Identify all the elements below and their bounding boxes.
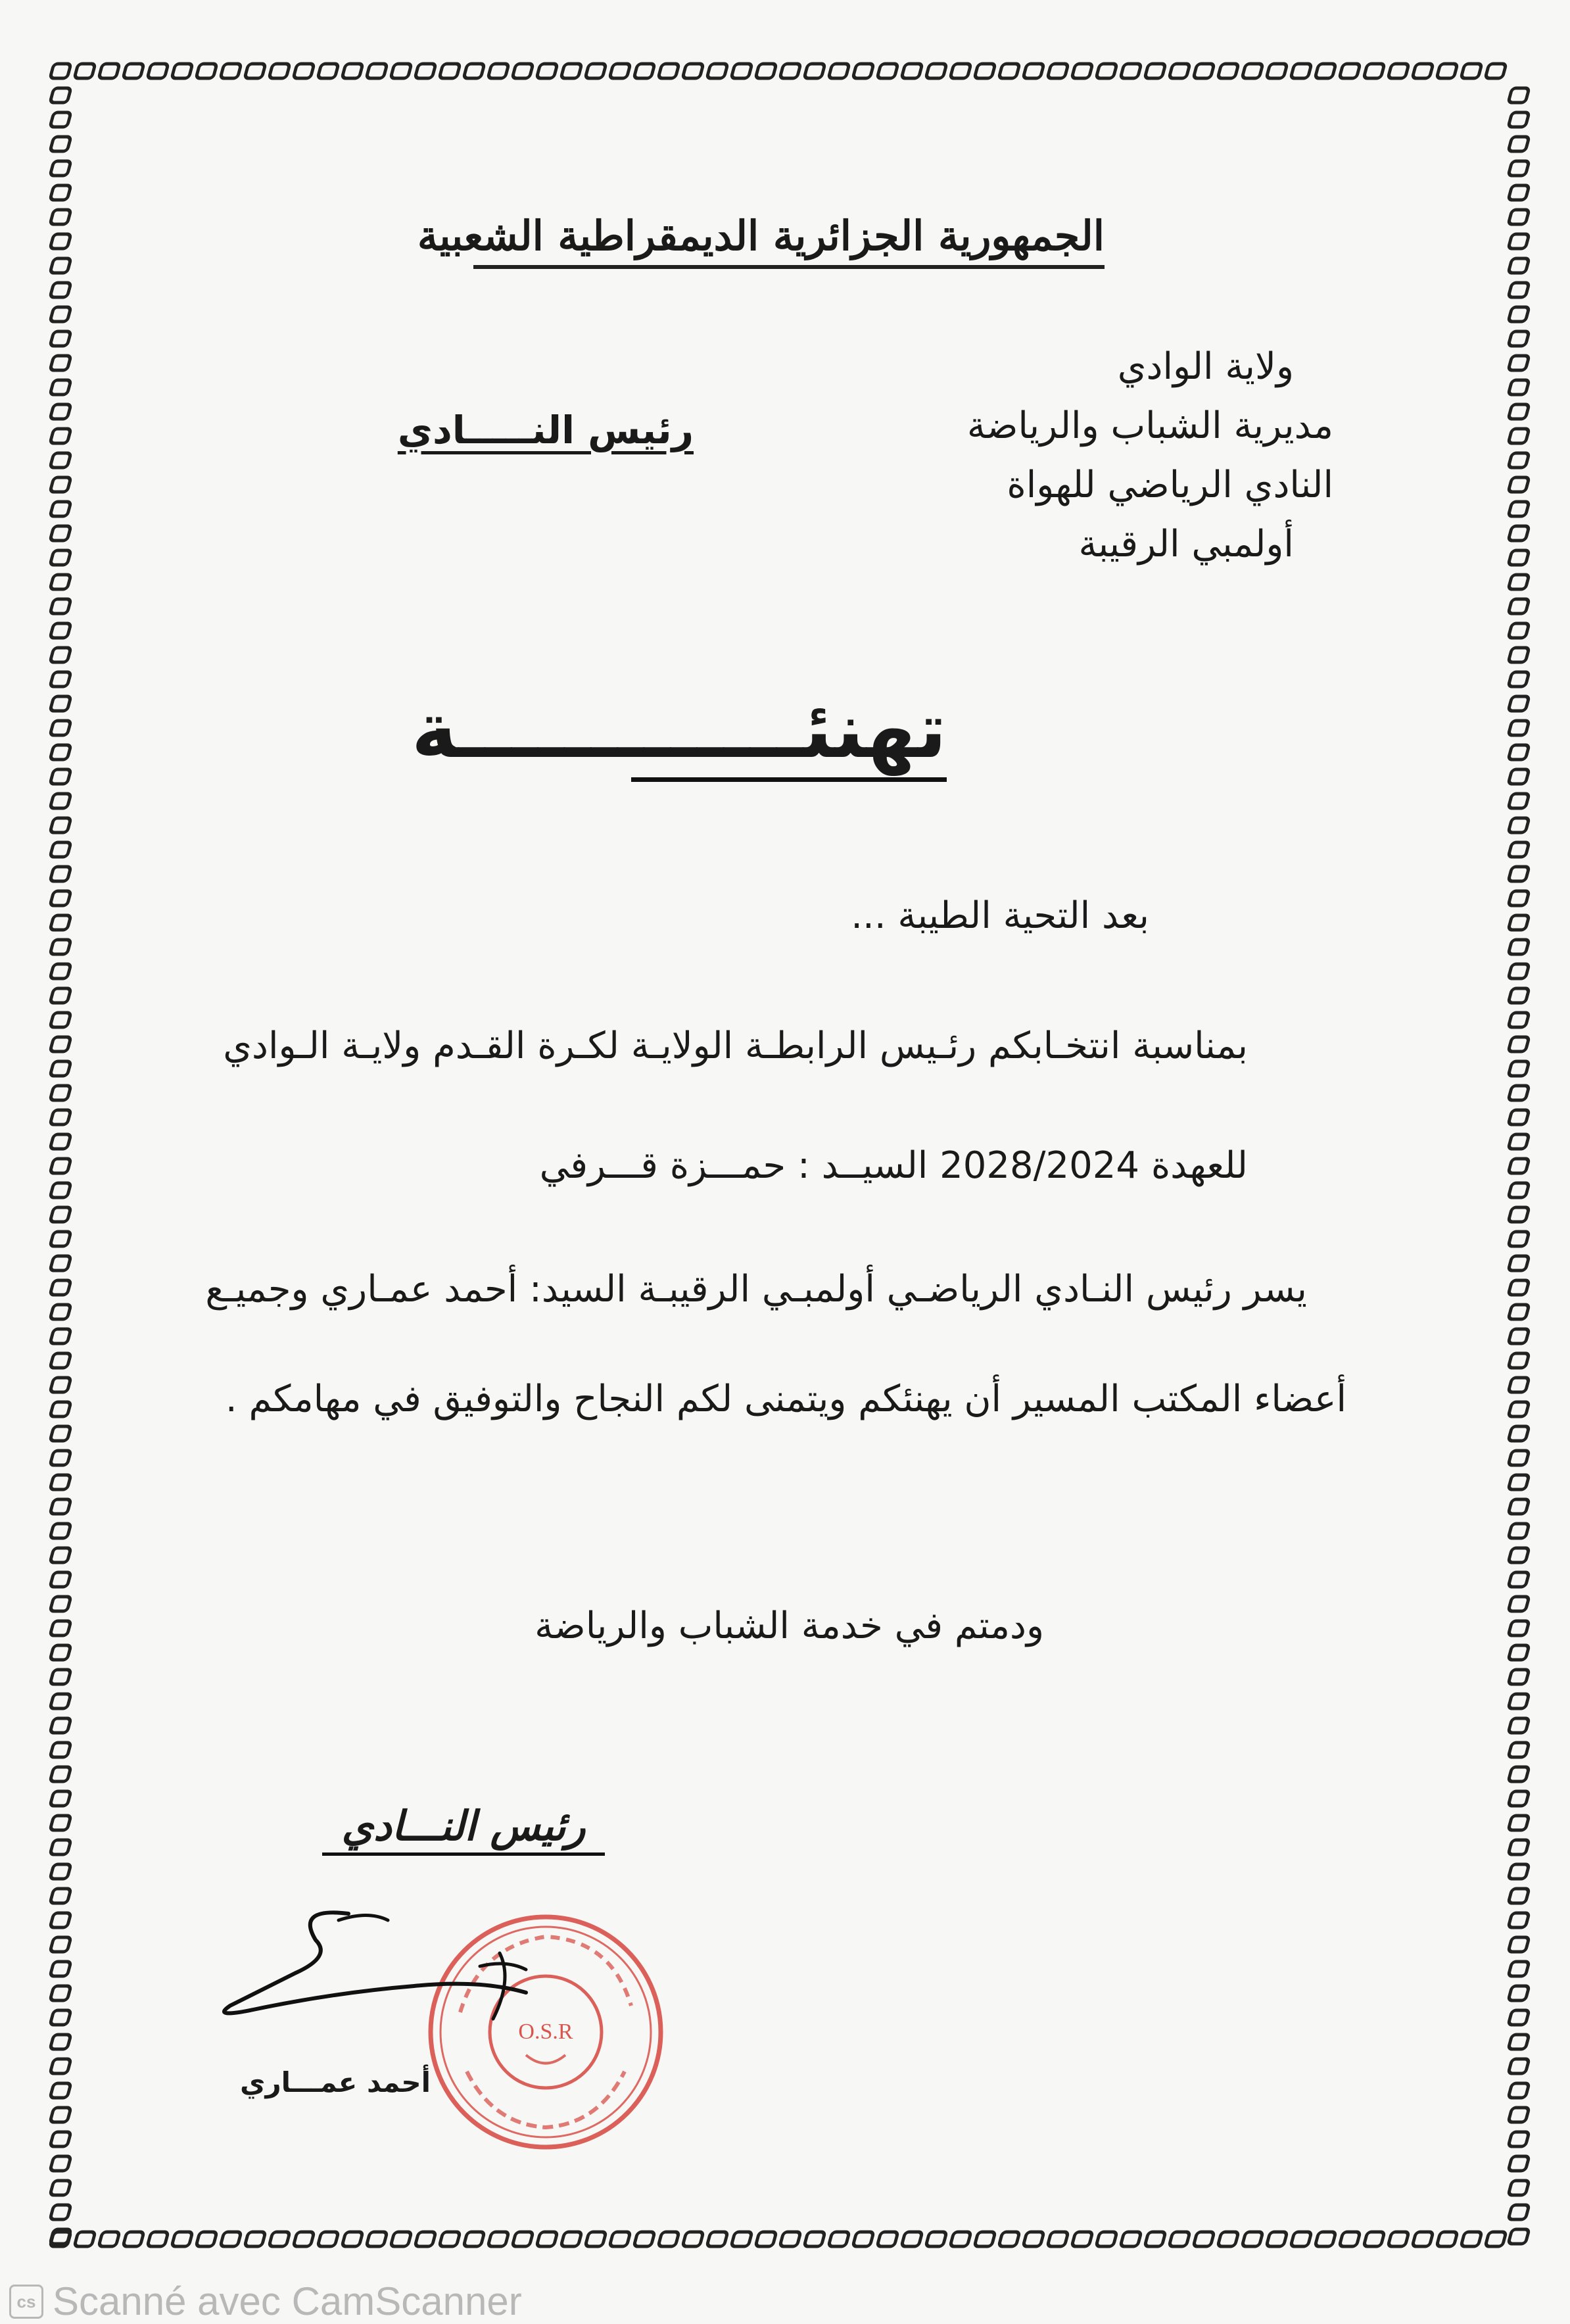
body-line: يسر رئيس النـادي الرياضـي أولمبـي الرقيبـة السيد: أحمد عمـاري وجميـع — [205, 1268, 1307, 1311]
signatory-name: أحمد عمـــاري — [239, 2066, 431, 2098]
camscanner-logo-icon: cs — [9, 2285, 43, 2319]
header-wilaya: ولاية الوادي — [1117, 345, 1294, 388]
header-directorate: مديرية الشباب والرياضة — [966, 404, 1333, 447]
stamp-center-text: O.S.R — [518, 2020, 573, 2044]
republic-heading: الجمهورية الجزائرية الديمقراطية الشعبية — [473, 212, 1105, 269]
body-line: أعضاء المكتب المسير أن يهنئكم ويتمنى لكم النجاح والتوفيق في مهامكم . — [225, 1378, 1346, 1420]
header-club-type: النادي الرياضي للهواة — [1007, 464, 1333, 506]
letter-title: تهنئـــــــــــــة — [631, 684, 947, 782]
body-line: للعهدة 2028/2024 السيــد : حمـــزة قـــرفي — [539, 1144, 1248, 1187]
closing-line: ودمتم في خدمة الشباب والرياضة — [535, 1605, 1044, 1647]
header-club-name: أولمبي الرقيبة — [1078, 523, 1294, 566]
camscanner-watermark — [9, 2279, 522, 2324]
watermark-text: Scanné avec CamScanner — [53, 2279, 522, 2323]
greeting: بعد التحية الطيبة ... — [851, 894, 1149, 937]
body-line: بمناسبة انتخـابكم رئـيس الرابطـة الولايـة لكـرة القـدم ولايـة الـوادي — [223, 1025, 1248, 1067]
handwritten-signature — [217, 1894, 559, 2065]
signature-title: رئيس النـــادي — [322, 1802, 605, 1856]
club-president-heading: رئيس النـــــادي — [397, 408, 694, 452]
